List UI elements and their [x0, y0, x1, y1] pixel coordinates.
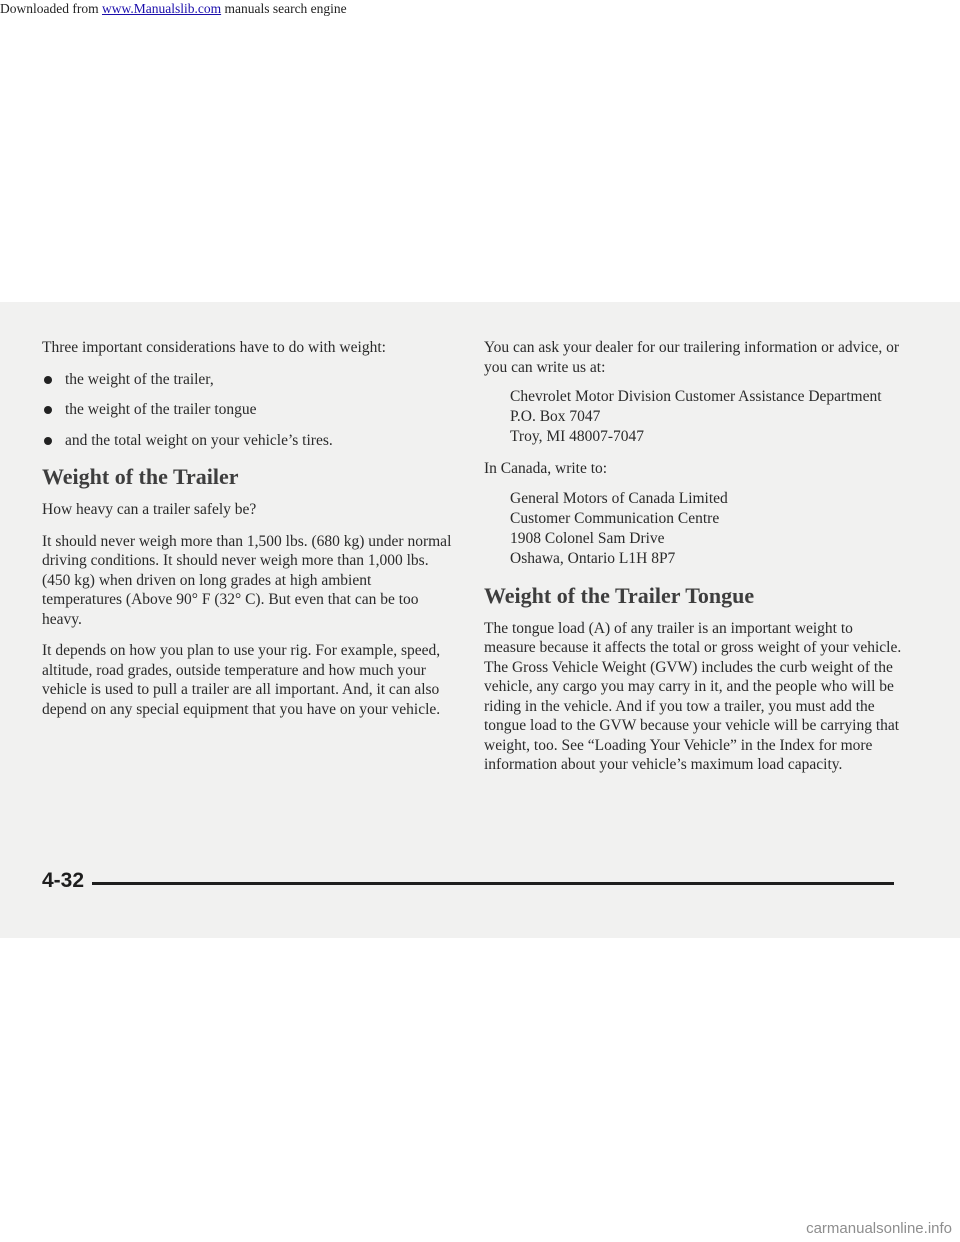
weight-limit-text: It should never weigh more than 1,500 lbs. (680 kg) under normal driving conditions. It should never weigh more than 1,000 lbs. (450 kg) when driven on long grades at high ambient temperatures (Above 90° F (32° C). But even that can be too heavy. [42, 532, 452, 628]
bullet-icon [44, 376, 52, 384]
right-column [484, 338, 904, 775]
address-line: 1908 Colonel Sam Drive [510, 529, 665, 547]
bullet-text: and the total weight on your vehicle’s tires. [65, 431, 333, 449]
bullet-text: the weight of the trailer tongue [65, 401, 257, 418]
left-column [42, 338, 452, 719]
canada-text: In Canada, write to: [484, 460, 608, 477]
bullet-list [42, 370, 452, 451]
section-heading-tongue-weight: Weight of the Trailer Tongue [484, 582, 755, 608]
canada-address [484, 489, 904, 569]
footer-divider [92, 882, 894, 885]
address-line: Chevrolet Motor Division Customer Assistance Department [510, 388, 882, 405]
page-number: 4-32 [42, 869, 85, 892]
intro-text: Three important considerations have to do with weight: [42, 339, 386, 356]
bullet-icon [44, 437, 52, 445]
address-line: General Motors of Canada Limited [510, 489, 728, 507]
address-line: Troy, MI 48007-7047 [510, 428, 645, 445]
download-suffix: manuals search engine [221, 1, 347, 16]
download-header [0, 0, 347, 18]
address-line: Customer Communication Centre [510, 509, 720, 527]
address-line: Oshawa, Ontario L1H 8P7 [510, 549, 676, 567]
bullet-icon [44, 406, 52, 414]
watermark-text: carmanualsonline.info [806, 1220, 952, 1237]
tongue-load-text: The tongue load (A) of any trailer is an important weight to measure because it affects the total or gross weight of your vehicle. The Gross Vehicle Weight (GVW) includes the curb weight of the vehicle, any cargo you may carry in it, and the people who will be riding in the vehicle. And if you tow a trailer, you must add the tongue load to the GVW because your vehicle will be carrying that weight, too. See “Loading Your Vehicle” in the Index for more information about your vehicle’s maximum load capacity. [484, 619, 902, 773]
address-line: P.O. Box 7047 [510, 408, 601, 425]
list-item [42, 431, 452, 451]
bullet-text: the weight of the trailer, [65, 370, 214, 388]
list-item [42, 400, 452, 420]
manualslib-link[interactable]: www.Manualslib.com [101, 1, 222, 16]
list-item [42, 370, 452, 390]
question-text: How heavy can a trailer safely be? [42, 501, 257, 518]
rig-usage-text: It depends on how you plan to use your rig. For example, speed, altitude, road grades, outside temperature and how much your vehicle is used to pull a trailer are all important. And, it can also depend on any special equipment that you have on your vehicle. [42, 642, 441, 718]
dealer-text: You can ask your dealer for our trailering information or advice, or you can write us at: [484, 339, 900, 376]
us-address [484, 387, 904, 447]
download-prefix: Downloaded from [0, 1, 102, 16]
section-heading-trailer-weight: Weight of the Trailer [42, 464, 239, 489]
